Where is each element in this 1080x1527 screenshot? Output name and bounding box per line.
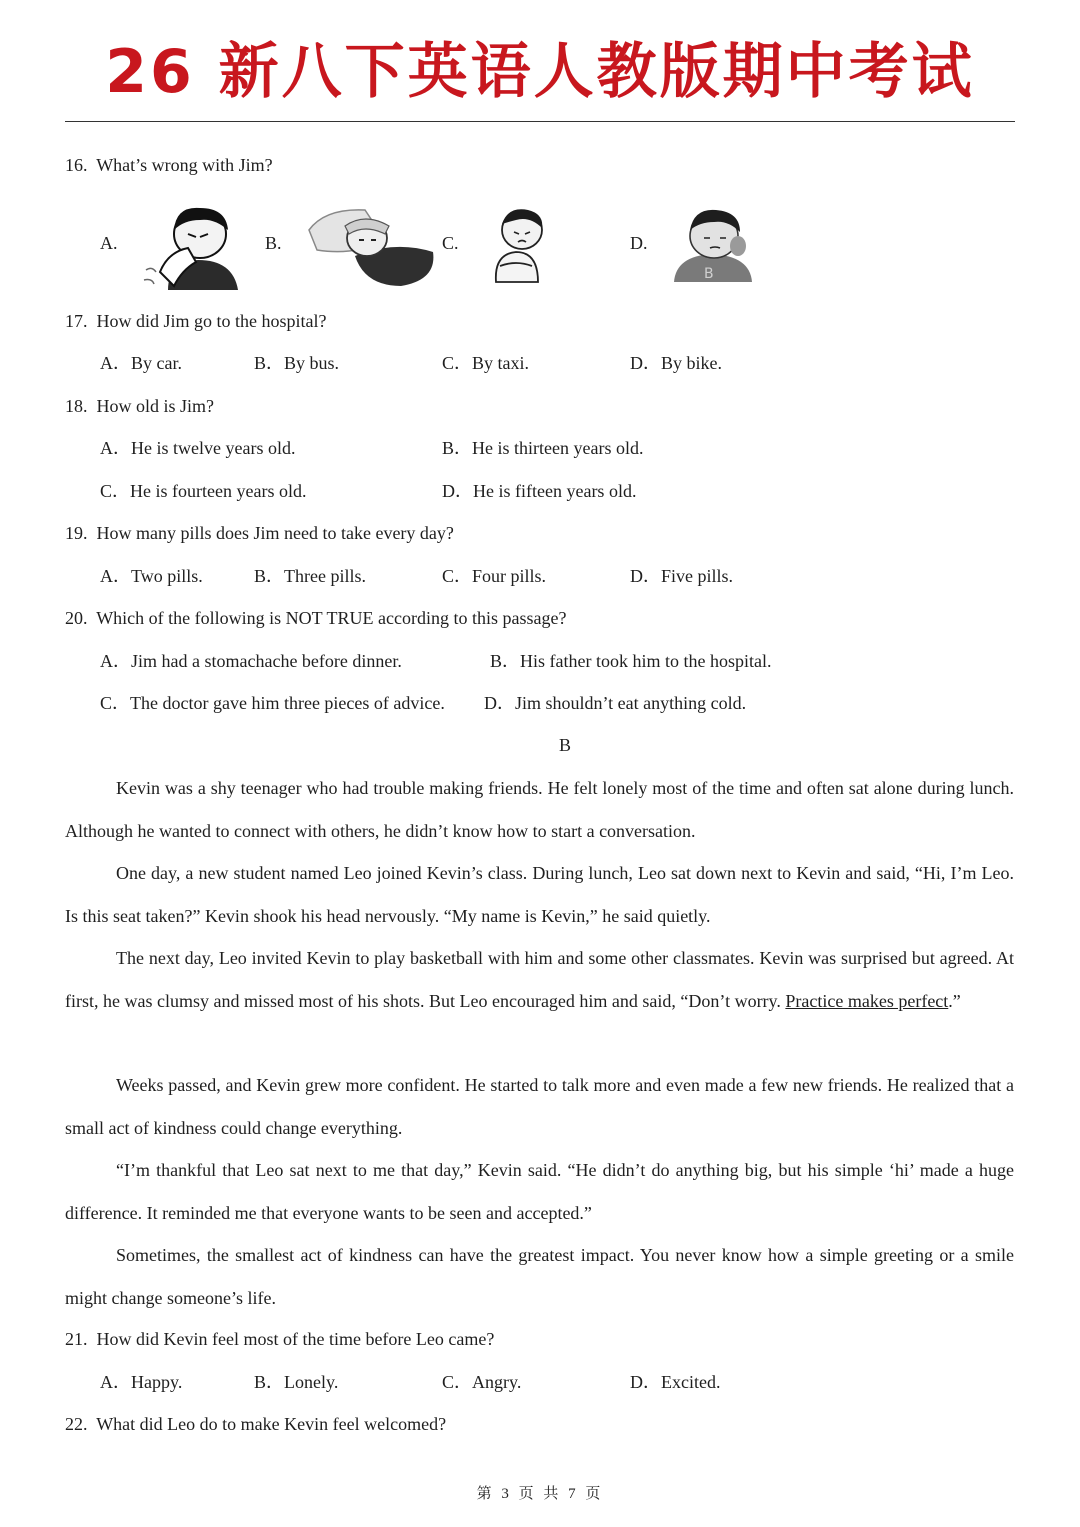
question-22 [65,1411,446,1437]
passage-paragraph-1: Kevin was a shy teenager who had trouble making friends. He felt lonely most of the time and often sat alone during lunch. Although he wanted to connect with others, he didn’t know how to start a conversation. [65,778,1014,841]
page-footer: 第 3 页 共 7 页 [476,1486,604,1502]
question-number: 18. [65,396,88,416]
exam-title: 26 新八下英语人教版期中考试 [105,37,975,107]
question-text: How did Kevin feel most of the time before Leo came? [96,1329,495,1349]
passage-paragraph-4: Weeks passed, and Kevin grew more confident. He started to talk more and even made a few new friends. He realized that a small act of kindness could change everything. [65,1075,1014,1138]
question-18 [65,393,214,419]
passage-paragraph-2: One day, a new student named Leo joined Kevin’s class. During lunch, Leo sat down next to Kevin and said, “Hi, I’m Leo. Is this seat taken?” Kevin shook his head nervously. “My name is Kevin,” he said quietly. [65,863,1014,926]
passage-text: The next day, Leo invited Kevin to play basketball with him and some other classmates. Kevin was surprised but agreed. At first, he was clumsy and missed most of his shots. But Leo encouraged him and said, “Don’t worry. [65,948,1014,1011]
option-c: C. [442,233,459,253]
option-b: B．By bus. [254,353,340,373]
option-a: A．By car. [100,353,182,373]
option-c: C．Angry. [442,1372,522,1392]
option-a: A. [100,233,118,253]
question-number: 19. [65,523,88,543]
picture-boy-fever-in-bed [305,200,440,290]
option-a: A．Two pills. [100,566,203,586]
question-16 [65,152,273,178]
option-b: B. [265,233,282,253]
question-text: How did Jim go to the hospital? [96,311,327,331]
option-d: D．Excited. [630,1372,721,1392]
option-d: D．Jim shouldn’t eat anything cold. [484,693,747,713]
option-d: D. [630,233,648,253]
underlined-phrase: Practice makes perfect [785,990,949,1011]
option-c: C．By taxi. [442,353,530,373]
option-a: A．Jim had a stomachache before dinner. [100,651,402,671]
option-b: B．His father took him to the hospital. [490,651,772,671]
section-heading: B [558,735,571,755]
picture-boy-toothache [672,206,754,284]
question-19 [65,520,454,546]
picture-boy-sneezing [138,200,258,292]
question-21 [65,1326,494,1352]
option-d: D．By bike. [630,353,722,373]
question-text: What’s wrong with Jim? [96,155,273,175]
question-number: 16. [65,155,88,175]
option-c: C．He is fourteen years old. [100,481,307,501]
question-text: What did Leo do to make Kevin feel welcomed? [96,1414,447,1434]
question-17 [65,308,326,334]
option-a: A．Happy. [100,1372,183,1392]
question-number: 21. [65,1329,88,1349]
header-rule [65,121,1015,122]
question-number: 20. [65,608,88,628]
question-number: 17. [65,311,88,331]
passage-paragraph-5: “I’m thankful that Leo sat next to me that day,” Kevin said. “He didn’t do anything big, but his simple ‘hi’ made a huge difference. It reminded me that everyone wants to be seen and accepted.” [65,1160,1014,1223]
option-c: C．Four pills. [442,566,547,586]
option-b: B．Lonely. [254,1372,339,1392]
option-b: B．Three pills. [254,566,366,586]
question-text: How many pills does Jim need to take every day? [96,523,454,543]
question-20 [65,605,566,631]
question-number: 22. [65,1414,88,1434]
passage-paragraph-6: Sometimes, the smallest act of kindness can have the greatest impact. You never know how a simple greeting or a smile might change someone’s life. [65,1245,1014,1308]
passage-text: .” [948,990,961,1011]
option-d: D．Five pills. [630,566,734,586]
option-c: C．The doctor gave him three pieces of advice. [100,693,445,713]
passage-paragraph-3 [65,937,1014,1022]
option-a: A．He is twelve years old. [100,438,296,458]
picture-boy-stomachache [478,204,556,284]
option-b: B．He is thirteen years old. [442,438,644,458]
question-text: Which of the following is NOT TRUE according to this passage? [96,608,567,628]
question-text: How old is Jim? [96,396,215,416]
option-d: D．He is fifteen years old. [442,481,637,501]
svg-text:B: B [704,266,714,282]
